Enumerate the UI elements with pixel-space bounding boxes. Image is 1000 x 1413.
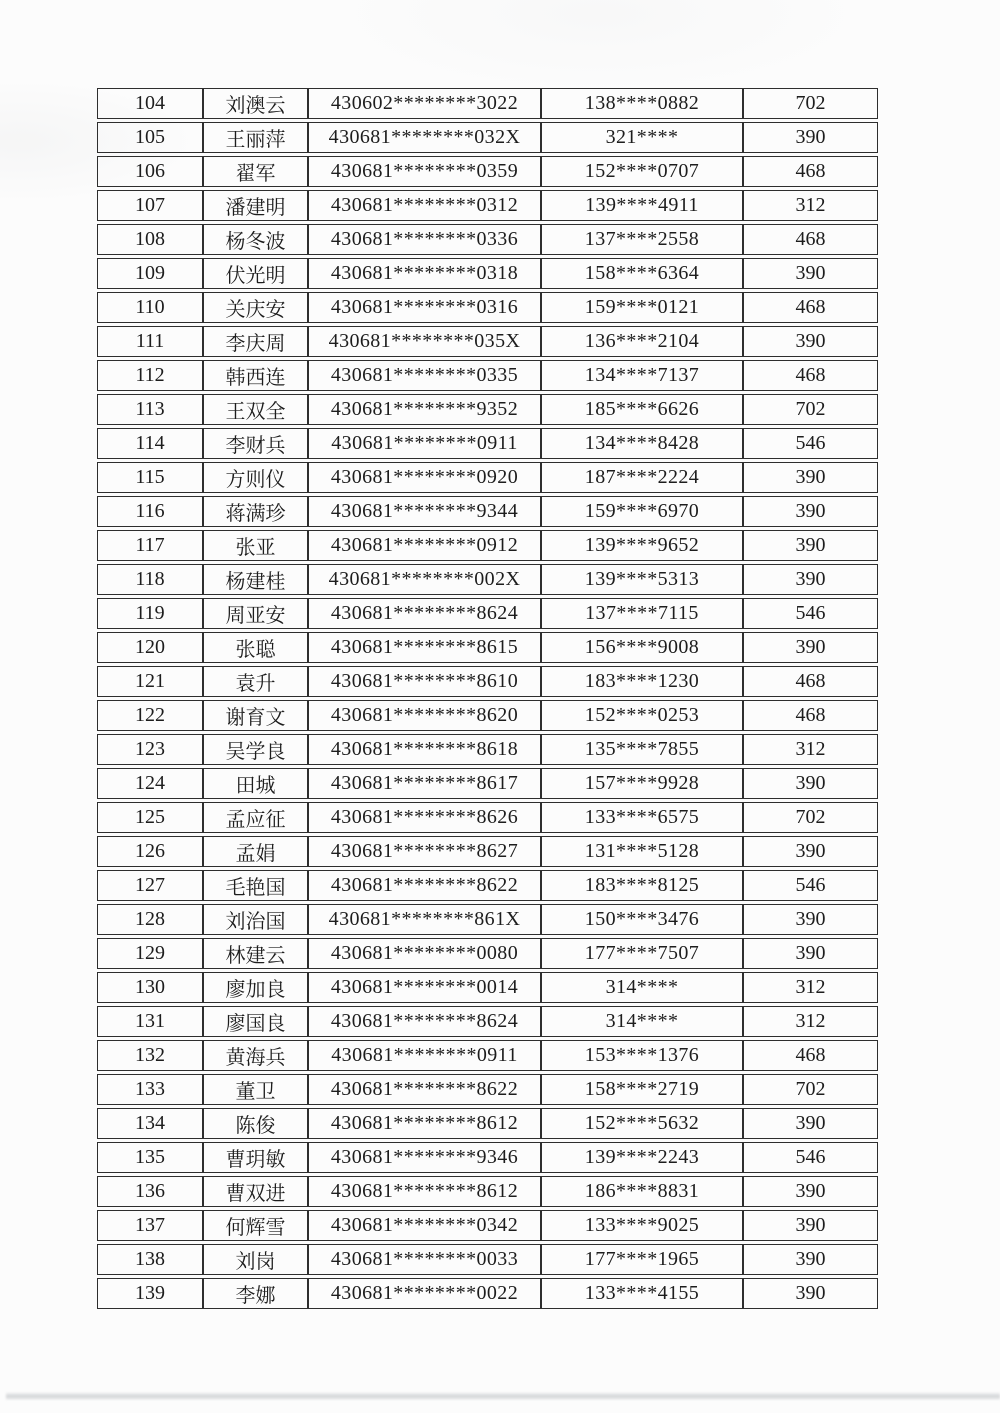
person-name-cell: 伏光明: [203, 258, 308, 289]
masked-id-cell: 430681********8622: [308, 870, 541, 901]
person-name-cell: 韩西连: [203, 360, 308, 391]
masked-phone-cell: 158****2719: [541, 1074, 743, 1105]
amount-cell: 468: [743, 360, 878, 391]
masked-phone-cell: 139****5313: [541, 564, 743, 595]
table-row: [97, 360, 878, 391]
masked-phone-cell: 133****6575: [541, 802, 743, 833]
masked-id-cell: 430681********0033: [308, 1244, 541, 1275]
amount-cell: 702: [743, 1074, 878, 1105]
person-name-cell: 张聪: [203, 632, 308, 663]
row-number-cell: 134: [97, 1108, 203, 1139]
row-number-cell: 110: [97, 292, 203, 323]
person-name-cell: 刘岗: [203, 1244, 308, 1275]
masked-phone-cell: 187****2224: [541, 462, 743, 493]
row-number-cell: 117: [97, 530, 203, 561]
table-row: [97, 394, 878, 425]
person-name-cell: 李娜: [203, 1278, 308, 1309]
row-number-cell: 121: [97, 666, 203, 697]
person-name-cell: 袁升: [203, 666, 308, 697]
masked-id-cell: 430681********0336: [308, 224, 541, 255]
masked-phone-cell: 321****: [541, 122, 743, 153]
row-number-cell: 111: [97, 326, 203, 357]
person-name-cell: 曹玥敏: [203, 1142, 308, 1173]
amount-cell: 312: [743, 1006, 878, 1037]
person-name-cell: 周亚安: [203, 598, 308, 629]
row-number-cell: 133: [97, 1074, 203, 1105]
masked-phone-cell: 153****1376: [541, 1040, 743, 1071]
masked-id-cell: 430602********3022: [308, 88, 541, 119]
amount-cell: 468: [743, 156, 878, 187]
amount-cell: 546: [743, 598, 878, 629]
masked-id-cell: 430681********0912: [308, 530, 541, 561]
person-name-cell: 田城: [203, 768, 308, 799]
amount-cell: 390: [743, 1210, 878, 1241]
amount-cell: 390: [743, 1176, 878, 1207]
masked-id-cell: 430681********035X: [308, 326, 541, 357]
masked-phone-cell: 159****0121: [541, 292, 743, 323]
amount-cell: 390: [743, 122, 878, 153]
masked-phone-cell: 314****: [541, 972, 743, 1003]
person-name-cell: 关庆安: [203, 292, 308, 323]
row-number-cell: 114: [97, 428, 203, 459]
row-number-cell: 126: [97, 836, 203, 867]
table-row: [97, 972, 878, 1003]
amount-cell: 390: [743, 1108, 878, 1139]
masked-phone-cell: 133****4155: [541, 1278, 743, 1309]
amount-cell: 390: [743, 462, 878, 493]
table-row: [97, 1074, 878, 1105]
amount-cell: 702: [743, 394, 878, 425]
amount-cell: 702: [743, 802, 878, 833]
masked-id-cell: 430681********861X: [308, 904, 541, 935]
row-number-cell: 129: [97, 938, 203, 969]
person-name-cell: 黄海兵: [203, 1040, 308, 1071]
person-name-cell: 张亚: [203, 530, 308, 561]
masked-id-cell: 430681********0335: [308, 360, 541, 391]
masked-phone-cell: 185****6626: [541, 394, 743, 425]
row-number-cell: 119: [97, 598, 203, 629]
table-row: [97, 1108, 878, 1139]
row-number-cell: 106: [97, 156, 203, 187]
amount-cell: 546: [743, 1142, 878, 1173]
masked-phone-cell: 139****2243: [541, 1142, 743, 1173]
person-name-cell: 杨冬波: [203, 224, 308, 255]
row-number-cell: 104: [97, 88, 203, 119]
amount-cell: 390: [743, 904, 878, 935]
row-number-cell: 118: [97, 564, 203, 595]
masked-phone-cell: 152****5632: [541, 1108, 743, 1139]
masked-id-cell: 430681********0022: [308, 1278, 541, 1309]
row-number-cell: 128: [97, 904, 203, 935]
masked-id-cell: 430681********8610: [308, 666, 541, 697]
table-row: [97, 666, 878, 697]
masked-phone-cell: 150****3476: [541, 904, 743, 935]
masked-phone-cell: 133****9025: [541, 1210, 743, 1241]
table-row: [97, 530, 878, 561]
amount-cell: 702: [743, 88, 878, 119]
masked-phone-cell: 177****7507: [541, 938, 743, 969]
masked-phone-cell: 152****0253: [541, 700, 743, 731]
amount-cell: 390: [743, 326, 878, 357]
masked-phone-cell: 152****0707: [541, 156, 743, 187]
person-name-cell: 翟军: [203, 156, 308, 187]
masked-id-cell: 430681********8612: [308, 1108, 541, 1139]
masked-id-cell: 430681********8624: [308, 1006, 541, 1037]
amount-cell: 390: [743, 564, 878, 595]
amount-cell: 390: [743, 1244, 878, 1275]
person-name-cell: 董卫: [203, 1074, 308, 1105]
table-row: [97, 292, 878, 323]
amount-cell: 468: [743, 224, 878, 255]
person-name-cell: 孟应征: [203, 802, 308, 833]
row-number-cell: 123: [97, 734, 203, 765]
amount-cell: 312: [743, 972, 878, 1003]
amount-cell: 390: [743, 258, 878, 289]
person-name-cell: 何辉雪: [203, 1210, 308, 1241]
masked-id-cell: 430681********0342: [308, 1210, 541, 1241]
table-row: [97, 768, 878, 799]
masked-id-cell: 430681********0318: [308, 258, 541, 289]
amount-cell: 390: [743, 530, 878, 561]
table-row: [97, 1142, 878, 1173]
masked-id-cell: 430681********8624: [308, 598, 541, 629]
amount-cell: 390: [743, 938, 878, 969]
row-number-cell: 130: [97, 972, 203, 1003]
table-row: [97, 836, 878, 867]
amount-cell: 468: [743, 666, 878, 697]
masked-phone-cell: 159****6970: [541, 496, 743, 527]
person-name-cell: 蒋满珍: [203, 496, 308, 527]
masked-id-cell: 430681********0080: [308, 938, 541, 969]
masked-phone-cell: 177****1965: [541, 1244, 743, 1275]
masked-phone-cell: 131****5128: [541, 836, 743, 867]
person-name-cell: 方则仪: [203, 462, 308, 493]
masked-id-cell: 430681********0359: [308, 156, 541, 187]
table-row: [97, 802, 878, 833]
row-number-cell: 109: [97, 258, 203, 289]
table-row: [97, 734, 878, 765]
table-row: [97, 326, 878, 357]
masked-id-cell: 430681********0316: [308, 292, 541, 323]
masked-id-cell: 430681********032X: [308, 122, 541, 153]
row-number-cell: 124: [97, 768, 203, 799]
table-row: [97, 156, 878, 187]
row-number-cell: 105: [97, 122, 203, 153]
table-row: [97, 1278, 878, 1309]
person-name-cell: 李财兵: [203, 428, 308, 459]
table-row: [97, 1176, 878, 1207]
row-number-cell: 113: [97, 394, 203, 425]
masked-id-cell: 430681********0911: [308, 428, 541, 459]
table-row: [97, 1040, 878, 1071]
person-name-cell: 孟娟: [203, 836, 308, 867]
person-name-cell: 潘建明: [203, 190, 308, 221]
masked-id-cell: 430681********0920: [308, 462, 541, 493]
amount-cell: 390: [743, 632, 878, 663]
row-number-cell: 135: [97, 1142, 203, 1173]
masked-phone-cell: 186****8831: [541, 1176, 743, 1207]
masked-phone-cell: 134****7137: [541, 360, 743, 391]
roster-table-body: [97, 88, 878, 1309]
beneficiary-roster-table: [97, 85, 878, 1312]
masked-id-cell: 430681********8615: [308, 632, 541, 663]
person-name-cell: 杨建桂: [203, 564, 308, 595]
masked-id-cell: 430681********9344: [308, 496, 541, 527]
amount-cell: 546: [743, 870, 878, 901]
row-number-cell: 132: [97, 1040, 203, 1071]
row-number-cell: 120: [97, 632, 203, 663]
row-number-cell: 108: [97, 224, 203, 255]
masked-phone-cell: 157****9928: [541, 768, 743, 799]
amount-cell: 390: [743, 768, 878, 799]
page-bottom-scan-shadow: [6, 1392, 1000, 1400]
table-row: [97, 122, 878, 153]
row-number-cell: 139: [97, 1278, 203, 1309]
masked-phone-cell: 139****4911: [541, 190, 743, 221]
masked-phone-cell: 314****: [541, 1006, 743, 1037]
person-name-cell: 刘澳云: [203, 88, 308, 119]
row-number-cell: 107: [97, 190, 203, 221]
masked-phone-cell: 138****0882: [541, 88, 743, 119]
table-row: [97, 938, 878, 969]
masked-id-cell: 430681********8617: [308, 768, 541, 799]
person-name-cell: 王丽萍: [203, 122, 308, 153]
person-name-cell: 廖加良: [203, 972, 308, 1003]
amount-cell: 468: [743, 1040, 878, 1071]
row-number-cell: 125: [97, 802, 203, 833]
row-number-cell: 112: [97, 360, 203, 391]
masked-phone-cell: 156****9008: [541, 632, 743, 663]
masked-phone-cell: 183****1230: [541, 666, 743, 697]
row-number-cell: 131: [97, 1006, 203, 1037]
table-row: [97, 700, 878, 731]
row-number-cell: 136: [97, 1176, 203, 1207]
masked-id-cell: 430681********8612: [308, 1176, 541, 1207]
masked-id-cell: 430681********8622: [308, 1074, 541, 1105]
table-row: [97, 224, 878, 255]
person-name-cell: 廖国良: [203, 1006, 308, 1037]
person-name-cell: 刘治国: [203, 904, 308, 935]
person-name-cell: 吴学良: [203, 734, 308, 765]
masked-phone-cell: 137****2558: [541, 224, 743, 255]
row-number-cell: 138: [97, 1244, 203, 1275]
amount-cell: 390: [743, 1278, 878, 1309]
masked-phone-cell: 136****2104: [541, 326, 743, 357]
table-row: [97, 1210, 878, 1241]
masked-id-cell: 430681********8620: [308, 700, 541, 731]
table-row: [97, 258, 878, 289]
table-row: [97, 190, 878, 221]
masked-id-cell: 430681********0312: [308, 190, 541, 221]
table-row: [97, 632, 878, 663]
table-row: [97, 88, 878, 119]
person-name-cell: 王双全: [203, 394, 308, 425]
masked-phone-cell: 158****6364: [541, 258, 743, 289]
masked-id-cell: 430681********8626: [308, 802, 541, 833]
masked-phone-cell: 139****9652: [541, 530, 743, 561]
person-name-cell: 谢育文: [203, 700, 308, 731]
amount-cell: 390: [743, 836, 878, 867]
masked-id-cell: 430681********0911: [308, 1040, 541, 1071]
table-row: [97, 428, 878, 459]
masked-phone-cell: 135****7855: [541, 734, 743, 765]
person-name-cell: 毛艳国: [203, 870, 308, 901]
masked-id-cell: 430681********002X: [308, 564, 541, 595]
table-row: [97, 598, 878, 629]
person-name-cell: 曹双进: [203, 1176, 308, 1207]
row-number-cell: 115: [97, 462, 203, 493]
amount-cell: 312: [743, 734, 878, 765]
masked-phone-cell: 183****8125: [541, 870, 743, 901]
table-row: [97, 564, 878, 595]
row-number-cell: 122: [97, 700, 203, 731]
masked-id-cell: 430681********9346: [308, 1142, 541, 1173]
person-name-cell: 陈俊: [203, 1108, 308, 1139]
amount-cell: 312: [743, 190, 878, 221]
amount-cell: 390: [743, 496, 878, 527]
person-name-cell: 李庆周: [203, 326, 308, 357]
table-row: [97, 1006, 878, 1037]
table-row: [97, 496, 878, 527]
masked-phone-cell: 134****8428: [541, 428, 743, 459]
masked-id-cell: 430681********9352: [308, 394, 541, 425]
masked-id-cell: 430681********8627: [308, 836, 541, 867]
masked-id-cell: 430681********8618: [308, 734, 541, 765]
table-row: [97, 462, 878, 493]
masked-phone-cell: 137****7115: [541, 598, 743, 629]
amount-cell: 468: [743, 292, 878, 323]
amount-cell: 468: [743, 700, 878, 731]
person-name-cell: 林建云: [203, 938, 308, 969]
table-row: [97, 870, 878, 901]
row-number-cell: 116: [97, 496, 203, 527]
row-number-cell: 127: [97, 870, 203, 901]
table-row: [97, 904, 878, 935]
masked-id-cell: 430681********0014: [308, 972, 541, 1003]
table-row: [97, 1244, 878, 1275]
amount-cell: 546: [743, 428, 878, 459]
row-number-cell: 137: [97, 1210, 203, 1241]
